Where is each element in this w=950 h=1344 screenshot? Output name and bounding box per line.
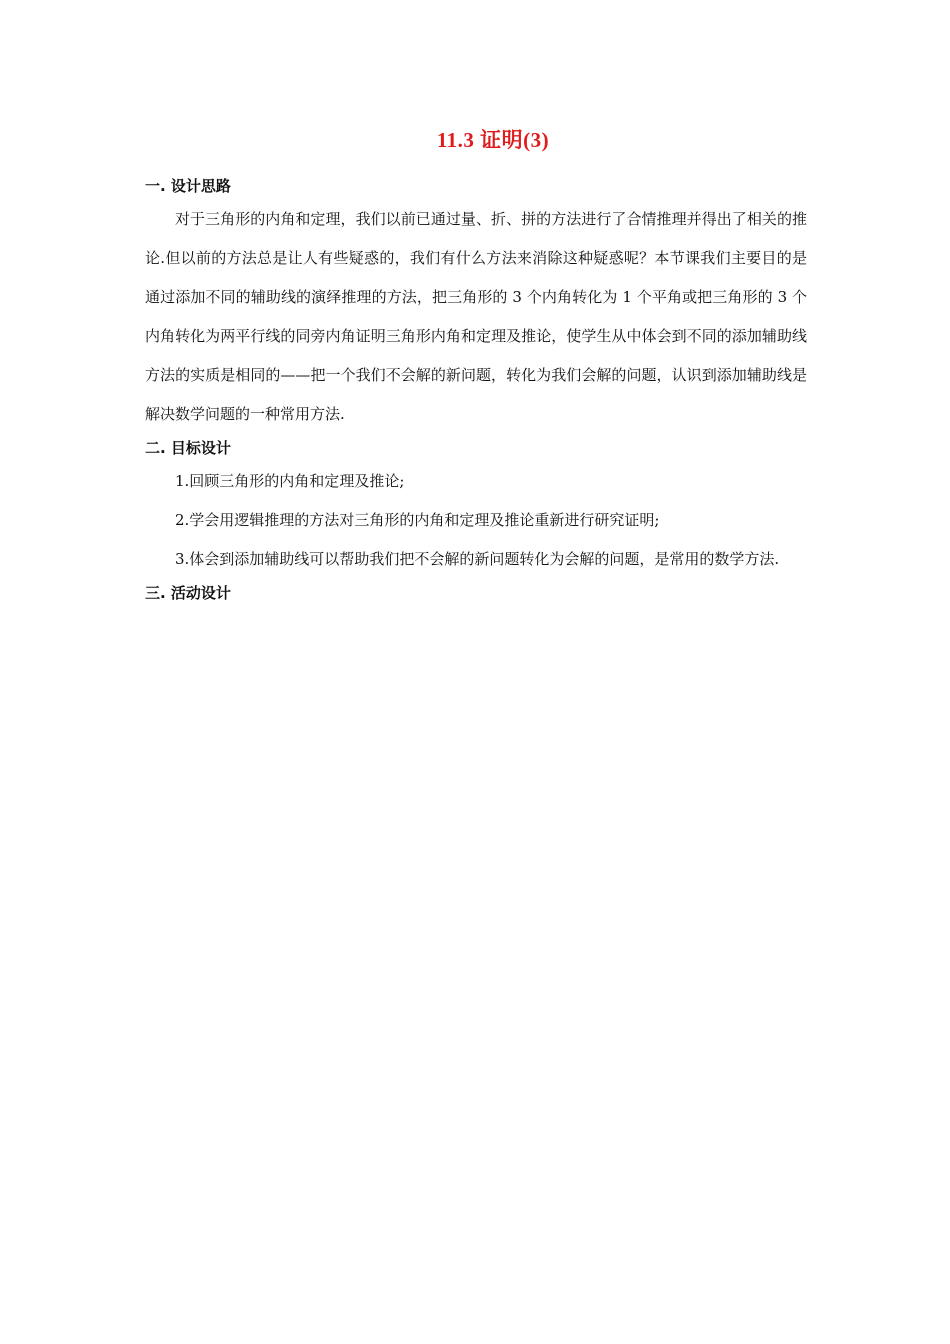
section-heading: 一. 设计思路	[145, 177, 231, 195]
list-item: 3.体会到添加辅助线可以帮助我们把不会解的新问题转化为会解的问题，是常用的数学方法.	[175, 550, 780, 568]
paragraph: 对于三角形的内角和定理，我们以前已通过量、折、拼的方法进行了合情推理并得出了相关的推论.但以前的方法总是让人有些疑惑的，我们有什么方法来消除这种疑惑呢？本节课我们主要目的是通过添加不同的辅助线的演绎推理的方法，把三角形的 3 个内角转化为 1 个平角或把三角形的 3 个内角转化为两平行线的同旁内角证明三角形内角和定理及推论，使学生从中体会到不同的添加辅助线方法的实质是相同的——把一个我们不会解的新问题，转化为我们会解的问题，认识到添加辅助线是解决数学问题的一种常用方法.	[145, 210, 807, 423]
section-heading: 三. 活动设计	[145, 584, 231, 602]
list-item: 2.学会用逻辑推理的方法对三角形的内角和定理及推论重新进行研究证明;	[175, 511, 660, 529]
section-goal-design	[145, 434, 807, 579]
document-body	[145, 172, 807, 607]
section-design-idea	[145, 172, 807, 434]
list-item: 1.回顾三角形的内角和定理及推论;	[175, 472, 405, 490]
section-heading: 二. 目标设计	[145, 439, 231, 457]
document-title: 11.3 证明(3)	[436, 128, 550, 152]
section-activity-design	[145, 579, 807, 607]
